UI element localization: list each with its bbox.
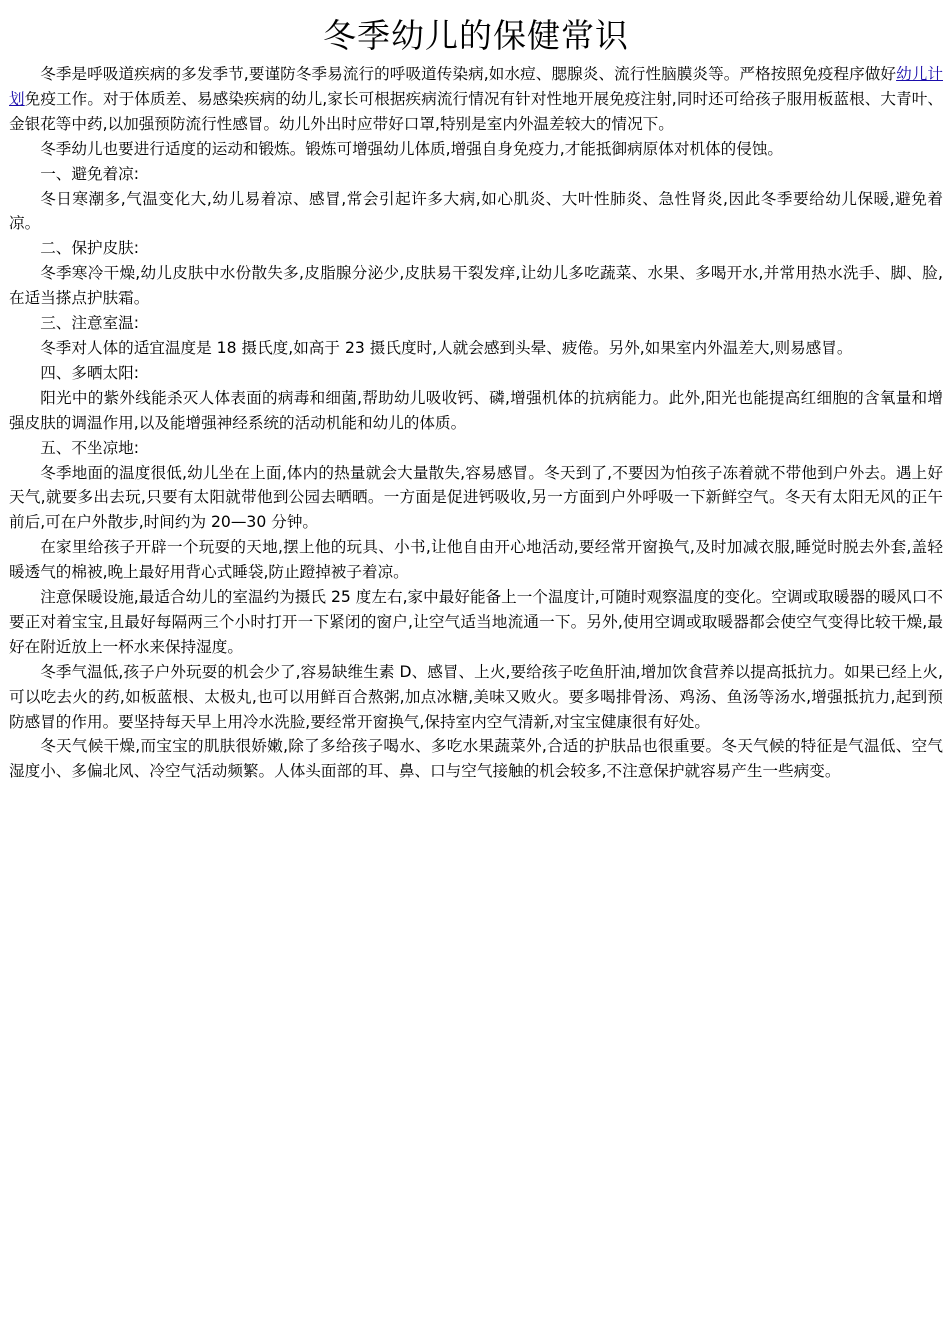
paragraph-nutrition: 冬季气温低,孩子户外玩耍的机会少了,容易缺维生素 D、感冒、上火,要给孩子吃鱼肝油,增加饮食营养以提高抵抗力。如果已经上火,可以吃去火的药,如板蓝根、太极丸,也可以用鲜百合熬粥,加点冰糖,美味又败火。要多喝排骨汤、鸡汤、鱼汤等汤水,增强抵抗力,起到预防感冒的作用。要坚持每天早上用冷水洗脸,要经常开窗换气,保持室内空气清新,对宝宝健康很有好处。 bbox=[9, 662, 943, 731]
section-heading-cold-ground: 五、不坐凉地: bbox=[40, 438, 140, 457]
section-heading-sunshine: 四、多晒太阳: bbox=[40, 363, 140, 382]
paragraph-exercise: 冬季幼儿也要进行适度的运动和锻炼。锻炼可增强幼儿体质,增强自身免疫力,才能抵御病原体对机体的侵蚀。 bbox=[40, 139, 784, 158]
paragraph-sunshine: 阳光中的紫外线能杀灭人体表面的病毒和细菌,帮助幼儿吸收钙、磷,增强机体的抗病能力。此外,阳光也能提高红细胞的含氧量和增强皮肤的调温作用,以及能增强神经系统的活动机能和幼儿的体质。 bbox=[9, 388, 943, 432]
intro-paragraph bbox=[9, 62, 943, 137]
paragraph-avoid-cold: 冬日寒潮多,气温变化大,幼儿易着凉、感冒,常会引起许多大病,如心肌炎、大叶性肺炎、急性肾炎,因此冬季要给幼儿保暖,避免着凉。 bbox=[9, 189, 943, 233]
intro-text-before-link: 冬季是呼吸道疾病的多发季节,要谨防冬季易流行的呼吸道传染病,如水痘、腮腺炎、流行性脑膜炎等。严格按照免疫程序做好 bbox=[40, 65, 897, 83]
intro-text-after-link: 免疫工作。对于体质差、易感染疾病的幼儿,家长可根据疾病流行情况有针对性地开展免疫注射,同时还可给孩子服用板蓝根、大青叶、金银花等中药,以加强预防流行性感冒。幼儿外出时应带好口罩,特别是室内外温差较大的情况下。 bbox=[9, 89, 943, 133]
paragraph-play-at-home: 在家里给孩子开辟一个玩耍的天地,摆上他的玩具、小书,让他自由开心地活动,要经常开窗换气,及时加减衣服,睡觉时脱去外套,盖轻暖透气的棉被,晚上最好用背心式睡袋,防止蹬掉被子着凉。 bbox=[9, 538, 943, 582]
paragraph-protect-skin: 冬季寒冷干燥,幼儿皮肤中水份散失多,皮脂腺分泌少,皮肤易干裂发痒,让幼儿多吃蔬菜、水果、多喝开水,并常用热水洗手、脚、脸,在适当搽点护肤霜。 bbox=[9, 264, 943, 308]
section-heading-room-temperature: 三、注意室温: bbox=[40, 314, 140, 333]
paragraph-room-temperature: 冬季对人体的适宜温度是 18 摄氏度,如高于 23 摄氏度时,人就会感到头晕、疲倦。另外,如果室内外温差大,则易感冒。 bbox=[40, 338, 853, 357]
paragraph-heating: 注意保暖设施,最适合幼儿的室温约为摄氏 25 度左右,家中最好能备上一个温度计,可随时观察温度的变化。空调或取暖器的暖风口不要正对着宝宝,且最好每隔两三个小时打开一下紧闭的窗户,让空气适当地流通一下。另外,使用空调或取暖器都会使空气变得比较干燥,最好在附近放上一杯水来保持湿度。 bbox=[9, 588, 943, 656]
section-heading-avoid-cold: 一、避免着凉: bbox=[40, 164, 140, 183]
paragraph-skin-care: 冬天气候干燥,而宝宝的肌肤很娇嫩,除了多给孩子喝水、多吃水果蔬菜外,合适的护肤品也很重要。冬天气候的特征是气温低、空气湿度小、多偏北风、冷空气活动频繁。人体头面部的耳、鼻、口与空气接触的机会较多,不注意保护就容易产生一些病变。 bbox=[9, 737, 943, 781]
section-heading-protect-skin: 二、保护皮肤: bbox=[40, 239, 140, 258]
document-page bbox=[9, 10, 943, 784]
youer-jihua-link[interactable]: 幼儿计划 bbox=[9, 65, 943, 108]
document-title: 冬季幼儿的保健常识 bbox=[323, 16, 629, 55]
paragraph-cold-ground: 冬季地面的温度很低,幼儿坐在上面,体内的热量就会大量散失,容易感冒。冬天到了,不要因为怕孩子冻着就不带他到户外去。遇上好天气,就要多出去玩,只要有太阳就带他到公园去晒晒。一方面是促进钙吸收,另一方面到户外呼吸一下新鲜空气。冬天有太阳无风的正午前后,可在户外散步,时间约为 20—30 分钟。 bbox=[9, 463, 943, 532]
